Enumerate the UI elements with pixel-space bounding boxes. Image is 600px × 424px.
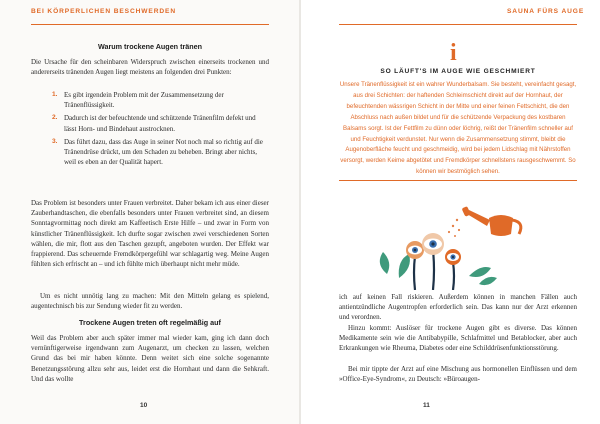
running-head: SAUNA FÜRS AUGE: [507, 8, 585, 15]
intro-paragraph: Die Ursache für den scheinbaren Widerspruch zwischen einerseits trockenen und andererseits tränenden Augen liegt meistens an folgenden drei Punkten:: [31, 58, 269, 77]
numbered-list: [52, 90, 266, 170]
eye-garden-illustration: [369, 204, 559, 290]
water-drops: [448, 219, 460, 237]
infobox-title: SO LÄUFT'S IM AUGE WIE GESCHMIERT: [380, 68, 536, 75]
watering-can-icon: [462, 206, 521, 236]
body-paragraph: ich auf keinen Fall riskieren. Außerdem können in manchen Fällen auch antientzündliche Augentropfen erforderlich sein. Das kann nur der Arzt erkennen und verordnen.: [339, 293, 577, 322]
list-item: [52, 137, 266, 168]
list-item: [52, 113, 266, 133]
header-rule: [31, 24, 269, 25]
page-number: 11: [423, 402, 430, 409]
section-heading: Warum trockene Augen tränen: [97, 42, 203, 51]
left-page: [0, 0, 299, 424]
running-head: BEI KÖRPERLICHEN BESCHWERDEN: [31, 8, 176, 15]
page-number: 10: [140, 402, 148, 409]
info-icon: i: [450, 40, 457, 66]
list-item-text: Das führt dazu, dass das Auge in seiner Not noch mal so richtig auf die Tränendrüse drückt, um den Schaden zu beheben. Bringt aber nichts, weil es eben an der Qualität hapert.: [64, 137, 263, 167]
right-page: [301, 0, 600, 424]
body-paragraph: Bei mir tippte der Arzt auf eine Mischung aus hormonellen Einflüssen und dem »Office-Eye-Syndrom«, zu Deutsch: »Büroaugen-: [339, 365, 577, 384]
list-number: 2.: [52, 114, 58, 122]
list-number: 1.: [52, 91, 58, 98]
infobox-text: Unsere Tränenflüssigkeit ist ein wahrer Wunderbalsam. Sie besteht, vereinfacht gesagt, aus drei Schichten: der haftenden Schleimschicht direkt auf der Hornhaut, der befeuchtenden wässrigen Schicht in der Mitte und einer feinen Fettschicht, die den Abschluss nach außen bildet und für die schützende Verpackung des kostbaren Balsams sorgt. Ist der Fettfilm zu dünn oder löchrig, reißt der Tränenfilm schneller auf und Feuchtigkeit verdunstet. Nur wenn die Zusammensetzung stimmt, bleibt die Augenoberfläche feucht und geschmeidig, wird bei jedem Lidschlag mit Nährstoffen versorgt, werden Keime abgetötet und Fremdkörper schnellstens rausgeschwemmt. So können wir bestmöglich sehen.: [339, 81, 577, 176]
body-paragraph: Um es nicht unnötig lang zu machen: Mit den Mitteln gelang es spielend, augentechnisch bis zur Sendung wieder fit zu werden.: [31, 292, 269, 311]
body-paragraph: Hinzu kommt: Auslöser für trockene Augen gibt es diverse. Das können Medikamente sein wie die Antibabypille, Schlafmittel und Betablocker, aber auch Erkrankungen wie Rheuma, Diabetes oder eine Schilddrüsenfunktionsstörung.: [339, 324, 577, 353]
eye-flower-icon: [445, 249, 461, 265]
body-paragraph: Das Problem ist besonders unter Frauen verbreitet. Daher bekam ich aus einer dieser Zauberhandtaschen, die ebenfalls besonders unter Frauen verbreitet sind, an diesem Sonntagvormittag noch direkt am Kaffeetisch Erste Hilfe – und zwar in Form von künstlicher Tränenflüssigkeit. Ich durfte sogar zwischen zwei verschiedenen Sorten wählen, die mir, flott aus den Taschen gezupft, angeboten wurden. Der Effekt war frappierend. Das scheuernde Fremdkörpergefühl war schlagartig weg. Meine Augen fühlten sich erfrischt an – und ich fühlte mich überhaupt nicht mehr müde.: [31, 199, 269, 269]
leaf-icon: [380, 252, 497, 285]
section-heading: Trockene Augen treten oft regelmäßig auf: [79, 318, 221, 327]
list-item-text: Es gibt irgendein Problem mit der Zusammensetzung der Tränenflüssigkeit.: [64, 91, 224, 110]
list-number: 3.: [52, 137, 58, 145]
body-paragraph: Weil das Problem aber auch später immer mal wieder kam, ging ich dann doch vernünftigerweise irgendwann zum Augenarzt, um checken zu lassen, welchen Grund das bei mir haben könnte. Denn weitet sich eine solche sogenannte Benetzungsstörung allzu sehr aus, leidet erst die Hornhaut und dann die Sehkraft. Und das wollte: [31, 334, 269, 383]
header-rule: [339, 24, 577, 25]
list-item: [52, 90, 266, 110]
infobox-rule: [339, 180, 577, 181]
list-item-text: Dadurch ist der befeuchtende und schützende Tränenfilm defekt und lässt Horn- und Bindehaut austrocknen.: [64, 114, 256, 133]
eye-flower-icon: [422, 233, 444, 255]
eye-flower-icon: [406, 241, 424, 259]
